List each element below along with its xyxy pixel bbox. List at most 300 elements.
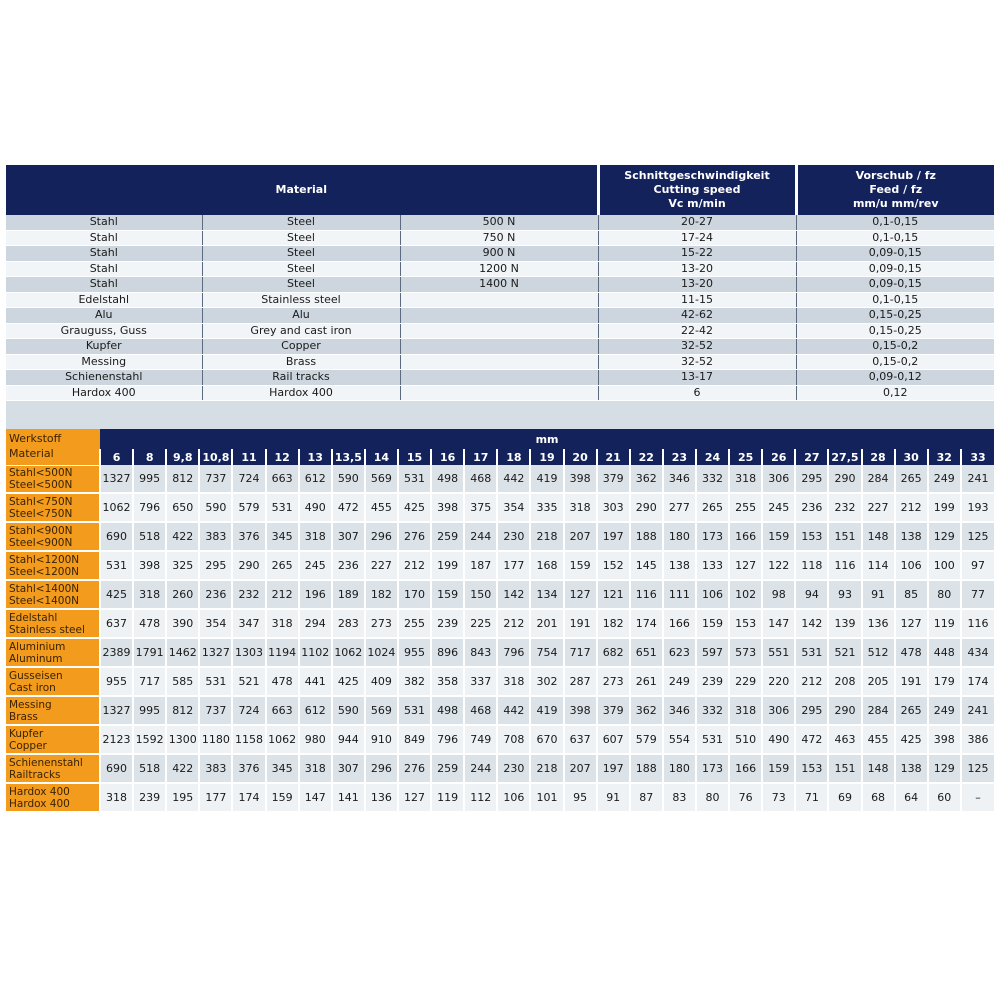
rpm-value: 101 xyxy=(530,783,563,812)
rpm-value: 318 xyxy=(729,696,762,725)
rpm-value: 80 xyxy=(928,580,961,609)
rpm-value: 463 xyxy=(828,725,861,754)
rpm-value: 318 xyxy=(100,783,133,812)
rpm-value: 332 xyxy=(696,465,729,493)
rpm-value: 318 xyxy=(299,754,332,783)
material-row xyxy=(6,385,994,401)
material-header xyxy=(6,165,598,215)
rpm-value: 383 xyxy=(199,754,232,783)
rpm-value: 398 xyxy=(564,465,597,493)
material-name-en: Brass xyxy=(202,354,400,370)
rpm-value: 518 xyxy=(133,754,166,783)
rpm-value: 382 xyxy=(398,667,431,696)
material-row xyxy=(6,261,994,277)
rpm-value: 119 xyxy=(431,783,464,812)
rpm-value: 318 xyxy=(729,465,762,493)
rpm-value: 512 xyxy=(862,638,895,667)
rpm-value: 303 xyxy=(597,493,630,522)
rpm-value: 91 xyxy=(597,783,630,812)
diameter-header: 27 xyxy=(795,449,828,465)
rpm-value: 255 xyxy=(729,493,762,522)
rpm-value: 121 xyxy=(597,580,630,609)
material-label-cell xyxy=(6,609,100,638)
rpm-value: 220 xyxy=(762,667,795,696)
rpm-value: 337 xyxy=(464,667,497,696)
tensile-strength: 1200 N xyxy=(400,261,598,277)
diameter-header: 20 xyxy=(564,449,597,465)
rpm-value: 207 xyxy=(564,522,597,551)
rpm-value: 118 xyxy=(795,551,828,580)
rpm-value: 448 xyxy=(928,638,961,667)
rpm-value: 1300 xyxy=(166,725,199,754)
rpm-value: 116 xyxy=(961,609,994,638)
rpm-row xyxy=(6,609,994,638)
rpm-value: 302 xyxy=(530,667,563,696)
rpm-value: 153 xyxy=(795,754,828,783)
rpm-value: 69 xyxy=(828,783,861,812)
material-name-en: Steel xyxy=(202,261,400,277)
rpm-value: 277 xyxy=(663,493,696,522)
rpm-value: 136 xyxy=(365,783,398,812)
material-label-de: Stahl<500N xyxy=(9,467,73,480)
rpm-value: 212 xyxy=(795,667,828,696)
diameter-header: 17 xyxy=(464,449,497,465)
material-label-de: Kupfer xyxy=(9,728,44,740)
rpm-value: 812 xyxy=(166,696,199,725)
rpm-value: 1592 xyxy=(133,725,166,754)
rpm-table xyxy=(6,429,994,813)
cutting-speed-value: 13-20 xyxy=(598,261,796,277)
material-label-cell xyxy=(6,696,100,725)
cutting-speed-header-unit: Vc m/min xyxy=(668,197,726,210)
rpm-value: 95 xyxy=(564,783,597,812)
rpm-value: 227 xyxy=(862,493,895,522)
rpm-value: 152 xyxy=(597,551,630,580)
rpm-value: 244 xyxy=(464,754,497,783)
material-header-label: Material xyxy=(275,183,327,196)
diameter-header: 18 xyxy=(497,449,530,465)
rpm-value: 145 xyxy=(630,551,663,580)
rpm-value: 265 xyxy=(266,551,299,580)
rpm-value: 193 xyxy=(961,493,994,522)
tensile-strength xyxy=(400,370,598,386)
rpm-value: 153 xyxy=(729,609,762,638)
feed-value: 0,15-0,25 xyxy=(796,323,994,339)
rpm-value: 2123 xyxy=(100,725,133,754)
material-row xyxy=(6,308,994,324)
diameter-header: 24 xyxy=(696,449,729,465)
rpm-value: 724 xyxy=(232,465,265,493)
rpm-value: 276 xyxy=(398,522,431,551)
material-name-en: Alu xyxy=(202,308,400,324)
material-corner-en: Material xyxy=(9,447,54,460)
rpm-value: 245 xyxy=(762,493,795,522)
rpm-value: 422 xyxy=(166,754,199,783)
rpm-value: 318 xyxy=(497,667,530,696)
rpm-value: 498 xyxy=(431,696,464,725)
rpm-value: 398 xyxy=(928,725,961,754)
rpm-value: 142 xyxy=(497,580,530,609)
rpm-value: 434 xyxy=(961,638,994,667)
rpm-row xyxy=(6,465,994,493)
rpm-value: 717 xyxy=(564,638,597,667)
rpm-value: 551 xyxy=(762,638,795,667)
diameter-header: 23 xyxy=(663,449,696,465)
rpm-value: 1327 xyxy=(100,465,133,493)
rpm-value: 150 xyxy=(464,580,497,609)
rpm-value: 612 xyxy=(299,465,332,493)
rpm-value: 398 xyxy=(431,493,464,522)
rpm-value: 354 xyxy=(199,609,232,638)
unit-header xyxy=(100,429,994,449)
rpm-value: 708 xyxy=(497,725,530,754)
rpm-value: 386 xyxy=(961,725,994,754)
diameter-header: 13,5 xyxy=(332,449,365,465)
material-label-en: Railtracks xyxy=(9,769,61,781)
material-row xyxy=(6,230,994,246)
rpm-value: 80 xyxy=(696,783,729,812)
diameter-header: 33 xyxy=(961,449,994,465)
rpm-value: 125 xyxy=(961,522,994,551)
rpm-value: 296 xyxy=(365,754,398,783)
rpm-value: 151 xyxy=(828,754,861,783)
rpm-value: 85 xyxy=(895,580,928,609)
diameter-header: 15 xyxy=(398,449,431,465)
rpm-value: 290 xyxy=(630,493,663,522)
rpm-value: 717 xyxy=(133,667,166,696)
rpm-value: 590 xyxy=(199,493,232,522)
rpm-value: 796 xyxy=(497,638,530,667)
tensile-strength xyxy=(400,323,598,339)
rpm-value: 335 xyxy=(530,493,563,522)
rpm-value: 995 xyxy=(133,465,166,493)
rpm-value: 531 xyxy=(199,667,232,696)
rpm-value: 106 xyxy=(895,551,928,580)
rpm-value: 227 xyxy=(365,551,398,580)
rpm-value: 166 xyxy=(729,754,762,783)
tensile-strength: 750 N xyxy=(400,230,598,246)
rpm-value: 166 xyxy=(729,522,762,551)
rpm-value: 612 xyxy=(299,696,332,725)
diameter-header: 6 xyxy=(100,449,133,465)
rpm-value: 295 xyxy=(795,465,828,493)
cutting-parameters-table xyxy=(6,165,994,401)
rpm-value: 325 xyxy=(166,551,199,580)
rpm-value: 573 xyxy=(729,638,762,667)
rpm-row xyxy=(6,667,994,696)
feed-value: 0,09-0,15 xyxy=(796,261,994,277)
rpm-value: 663 xyxy=(266,465,299,493)
feed-value: 0,09-0,15 xyxy=(796,246,994,262)
rpm-value: 737 xyxy=(199,696,232,725)
rpm-value: 554 xyxy=(663,725,696,754)
rpm-value: 106 xyxy=(497,783,530,812)
rpm-value: 93 xyxy=(828,580,861,609)
rpm-value: 241 xyxy=(961,465,994,493)
material-row xyxy=(6,215,994,230)
rpm-value: 142 xyxy=(795,609,828,638)
feed-value: 0,15-0,2 xyxy=(796,354,994,370)
rpm-value: 236 xyxy=(199,580,232,609)
rpm-value: 295 xyxy=(795,696,828,725)
rpm-value: 1791 xyxy=(133,638,166,667)
rpm-value: 179 xyxy=(928,667,961,696)
rpm-value: 472 xyxy=(795,725,828,754)
diameter-header: 28 xyxy=(862,449,895,465)
rpm-value: 265 xyxy=(895,696,928,725)
rpm-value: 569 xyxy=(365,465,398,493)
rpm-value: 159 xyxy=(762,754,795,783)
rpm-value: 182 xyxy=(597,609,630,638)
rpm-value: 114 xyxy=(862,551,895,580)
rpm-value: 468 xyxy=(464,696,497,725)
rpm-value: 425 xyxy=(332,667,365,696)
rpm-value: 419 xyxy=(530,696,563,725)
cutting-speed-header xyxy=(598,165,796,215)
feed-value: 0,12 xyxy=(796,385,994,401)
rpm-value: 177 xyxy=(199,783,232,812)
rpm-value: 1062 xyxy=(266,725,299,754)
rpm-value: 1194 xyxy=(266,638,299,667)
rpm-value: 125 xyxy=(961,754,994,783)
rpm-value: 188 xyxy=(630,522,663,551)
rpm-row xyxy=(6,725,994,754)
rpm-value: 1062 xyxy=(332,638,365,667)
rpm-value: 244 xyxy=(464,522,497,551)
rpm-value: 955 xyxy=(100,667,133,696)
material-name-en: Steel xyxy=(202,277,400,293)
material-name-en: Rail tracks xyxy=(202,370,400,386)
tensile-strength xyxy=(400,292,598,308)
material-name-de: Stahl xyxy=(6,246,202,262)
rpm-value: 273 xyxy=(365,609,398,638)
rpm-value: 265 xyxy=(696,493,729,522)
material-name-de: Stahl xyxy=(6,261,202,277)
rpm-value: 64 xyxy=(895,783,928,812)
rpm-value: 159 xyxy=(696,609,729,638)
rpm-value: 425 xyxy=(398,493,431,522)
material-label-de: Hardox 400 xyxy=(9,786,70,798)
rpm-value: 127 xyxy=(729,551,762,580)
rpm-value: 910 xyxy=(365,725,398,754)
rpm-value: 1462 xyxy=(166,638,199,667)
material-label-en: Stainless steel xyxy=(9,624,85,636)
rpm-value: 241 xyxy=(961,696,994,725)
material-label-en: Aluminum xyxy=(9,653,63,665)
material-name-de: Stahl xyxy=(6,215,202,230)
rpm-value: 218 xyxy=(530,754,563,783)
rpm-value: 812 xyxy=(166,465,199,493)
rpm-value: 212 xyxy=(266,580,299,609)
cutting-speed-value: 42-62 xyxy=(598,308,796,324)
rpm-value: 651 xyxy=(630,638,663,667)
feed-header-en: Feed / fz xyxy=(869,183,923,196)
rpm-value: 346 xyxy=(663,465,696,493)
material-name-en: Steel xyxy=(202,246,400,262)
rpm-value: 590 xyxy=(332,465,365,493)
rpm-value: 122 xyxy=(762,551,795,580)
diameter-header: 10,8 xyxy=(199,449,232,465)
rpm-value: 73 xyxy=(762,783,795,812)
rpm-value: 199 xyxy=(928,493,961,522)
rpm-value: 230 xyxy=(497,522,530,551)
rpm-value: 478 xyxy=(133,609,166,638)
material-name-de: Stahl xyxy=(6,277,202,293)
feed-value: 0,15-0,2 xyxy=(796,339,994,355)
material-label-de: Aluminium xyxy=(9,641,66,653)
rpm-value: 531 xyxy=(398,465,431,493)
rpm-value: 77 xyxy=(961,580,994,609)
rpm-value: 290 xyxy=(828,696,861,725)
rpm-value: 191 xyxy=(895,667,928,696)
material-name-de: Alu xyxy=(6,308,202,324)
cutting-speed-value: 11-15 xyxy=(598,292,796,308)
rpm-value: 287 xyxy=(564,667,597,696)
rpm-value: 441 xyxy=(299,667,332,696)
diameter-header: 22 xyxy=(630,449,663,465)
diameter-header: 27,5 xyxy=(828,449,861,465)
rpm-value: 390 xyxy=(166,609,199,638)
rpm-value: 94 xyxy=(795,580,828,609)
rpm-value: 159 xyxy=(266,783,299,812)
material-label-de: Stahl<1400N xyxy=(9,583,80,595)
tensile-strength xyxy=(400,308,598,324)
rpm-row xyxy=(6,783,994,812)
rpm-value: 1327 xyxy=(100,696,133,725)
rpm-value: 127 xyxy=(398,783,431,812)
rpm-value: 362 xyxy=(630,465,663,493)
material-label-de: Stahl<1200N xyxy=(9,554,80,566)
diameter-header: 13 xyxy=(299,449,332,465)
rpm-value: 896 xyxy=(431,638,464,667)
rpm-value: 138 xyxy=(663,551,696,580)
rpm-value: 147 xyxy=(762,609,795,638)
material-label-cell xyxy=(6,551,100,580)
rpm-value: 159 xyxy=(564,551,597,580)
rpm-value: 261 xyxy=(630,667,663,696)
rpm-value: 585 xyxy=(166,667,199,696)
rpm-value: 76 xyxy=(729,783,762,812)
rpm-value: 68 xyxy=(862,783,895,812)
cutting-speed-value: 22-42 xyxy=(598,323,796,339)
cutting-speed-value: 32-52 xyxy=(598,339,796,355)
rpm-value: 422 xyxy=(166,522,199,551)
rpm-value: 1303 xyxy=(232,638,265,667)
rpm-value: 306 xyxy=(762,696,795,725)
rpm-row xyxy=(6,696,994,725)
rpm-value: 249 xyxy=(928,696,961,725)
rpm-value: 650 xyxy=(166,493,199,522)
rpm-value: 490 xyxy=(299,493,332,522)
material-corner-de: Werkstoff xyxy=(9,432,62,445)
rpm-value: 119 xyxy=(928,609,961,638)
rpm-value: 239 xyxy=(696,667,729,696)
rpm-value: 97 xyxy=(961,551,994,580)
material-label-en: Cast iron xyxy=(9,682,56,694)
rpm-value: 173 xyxy=(696,522,729,551)
rpm-value: 127 xyxy=(895,609,928,638)
rpm-value: 442 xyxy=(497,696,530,725)
diameter-header: 25 xyxy=(729,449,762,465)
material-row xyxy=(6,370,994,386)
rpm-value: 98 xyxy=(762,580,795,609)
rpm-value: 637 xyxy=(100,609,133,638)
rpm-value: 136 xyxy=(862,609,895,638)
rpm-value: 148 xyxy=(862,522,895,551)
feed-header xyxy=(796,165,994,215)
rpm-value: 307 xyxy=(332,754,365,783)
rpm-value: 283 xyxy=(332,609,365,638)
feed-header-de: Vorschub / fz xyxy=(855,169,936,182)
diameter-header: 19 xyxy=(530,449,563,465)
rpm-value: 383 xyxy=(199,522,232,551)
cutting-speed-value: 15-22 xyxy=(598,246,796,262)
rpm-value: 318 xyxy=(299,522,332,551)
material-label-en: Hardox 400 xyxy=(9,798,70,810)
rpm-value: 597 xyxy=(696,638,729,667)
diameter-header: 21 xyxy=(597,449,630,465)
rpm-value: 139 xyxy=(828,609,861,638)
rpm-value: 106 xyxy=(696,580,729,609)
rpm-value: 579 xyxy=(630,725,663,754)
rpm-value: 236 xyxy=(332,551,365,580)
rpm-value: 159 xyxy=(762,522,795,551)
material-name-de: Edelstahl xyxy=(6,292,202,308)
rpm-value: 153 xyxy=(795,522,828,551)
feed-value: 0,09-0,15 xyxy=(796,277,994,293)
rpm-value: 796 xyxy=(431,725,464,754)
rpm-value: 398 xyxy=(133,551,166,580)
rpm-value: 138 xyxy=(895,522,928,551)
rpm-value: 490 xyxy=(762,725,795,754)
rpm-value: 197 xyxy=(597,522,630,551)
rpm-value: 531 xyxy=(795,638,828,667)
material-label-de: Gusseisen xyxy=(9,670,63,682)
rpm-value: 346 xyxy=(663,696,696,725)
rpm-value: 1180 xyxy=(199,725,232,754)
rpm-value: 245 xyxy=(299,551,332,580)
rpm-value: 724 xyxy=(232,696,265,725)
cutting-speed-header-de: Schnittgeschwindigkeit xyxy=(624,169,770,182)
rpm-value: 259 xyxy=(431,754,464,783)
rpm-value: 229 xyxy=(729,667,762,696)
material-name-de: Stahl xyxy=(6,230,202,246)
rpm-value: 249 xyxy=(663,667,696,696)
rpm-value: 188 xyxy=(630,754,663,783)
material-name-de: Kupfer xyxy=(6,339,202,355)
material-label-de: Stahl<900N xyxy=(9,525,73,537)
rpm-value: 332 xyxy=(696,696,729,725)
rpm-value: 796 xyxy=(133,493,166,522)
rpm-value: 212 xyxy=(497,609,530,638)
rpm-value: 127 xyxy=(564,580,597,609)
diameter-header: 9,8 xyxy=(166,449,199,465)
rpm-value: 208 xyxy=(828,667,861,696)
material-row xyxy=(6,277,994,293)
feed-value: 0,1-0,15 xyxy=(796,230,994,246)
rpm-value: 180 xyxy=(663,754,696,783)
rpm-value: 197 xyxy=(597,754,630,783)
rpm-value: 531 xyxy=(398,696,431,725)
rpm-value: 174 xyxy=(961,667,994,696)
rpm-value: 290 xyxy=(828,465,861,493)
material-name-de: Messing xyxy=(6,354,202,370)
material-row xyxy=(6,246,994,262)
feed-value: 0,1-0,15 xyxy=(796,215,994,230)
feed-value: 0,1-0,15 xyxy=(796,292,994,308)
rpm-value: 531 xyxy=(266,493,299,522)
rpm-value: 249 xyxy=(928,465,961,493)
